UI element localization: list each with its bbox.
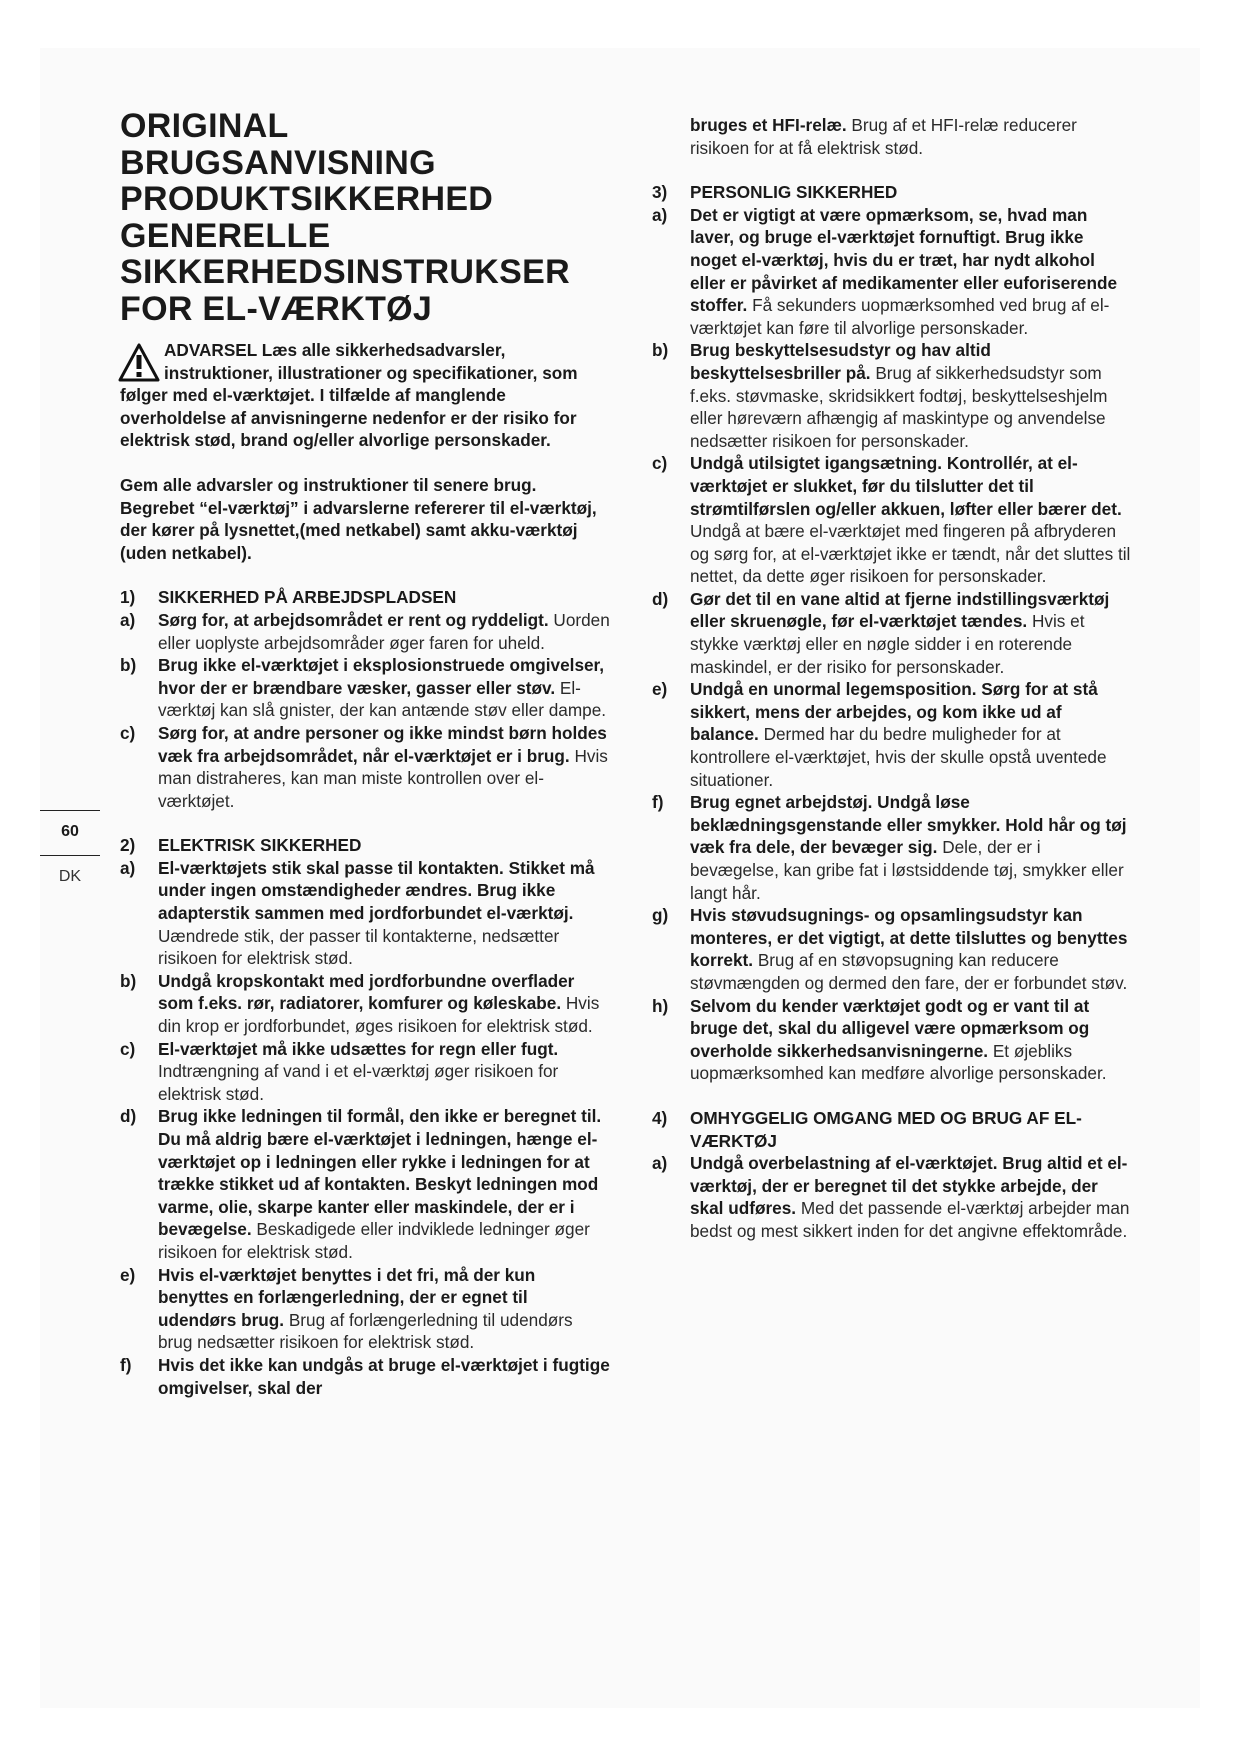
intro-keep: Gem alle advarsler og instruktioner til senere brug. [120, 474, 537, 495]
title-line: FOR EL-VÆRKTØJ [120, 289, 433, 328]
list-item: a) Undgå overbelastning af el-værktøjet. Brug altid et el-værktøj, der er beregnet til det stykke arbejde, der skal udføres. Med det passende el-værktøj arbejder man bedst og mest sikkert inden for det angivne effektområde. [652, 1153, 1130, 1241]
list-item: b) Brug ikke el-værktøjet i eksplosionstruede omgivelser, hvor der er brændbare væsker, gasser eller støv. El-værktøj kan slå gnister, der kan antænde støv eller dampe. [120, 655, 607, 721]
list-item: b) Brug beskyttelsesudstyr og hav altid beskyttelsesbriller på. Brug af sikkerhedsudstyr som f.eks. støvmaske, skridsikkert fodtøj, beskyttelseshjelm eller høreværn afhængig af maskintype og anvendelse nedsætter risikoen for personskader. [652, 340, 1108, 451]
section-heading: 2) ELEKTRISK SIKKERHED [120, 835, 362, 856]
warning-block [120, 339, 610, 452]
warning-text: ADVARSEL Læs alle sikkerhedsadvarsler, instruktioner, illustrationer og specifikationer, som følger med el-værktøjet. I tilfælde af manglende overholdelse af anvisningerne nedenfor er der risiko for elektrisk stød, brand og/eller alvorlige personskader. [120, 340, 578, 451]
list-item: f) Brug egnet arbejdstøj. Undgå løse beklædningsgenstande eller smykker. Hold hår og tøj væk fra dele, der bevæger sig. Dele, der er i bevægelse, kan gribe fat i løstsiddende tøj, smykker eller langt hår. [652, 792, 1127, 903]
list-item: a) El-værktøjets stik skal passe til kontakten. Stikket må under ingen omstændigheder ændres. Brug ikke adapterstik sammen med jordforbundet el-værktøj. Uændrede stik, der passer til kontakterne, nedsætter risikoen for elektrisk stød. [120, 857, 595, 969]
title-line: BRUGSANVISNING [120, 143, 436, 182]
left-column [120, 108, 610, 1399]
list-item: a) Sørg for, at arbejdsområdet er rent og ryddeligt. Uorden eller uoplyste arbejdsområder øger faren for uheld. [120, 609, 610, 653]
list-item: h) Selvom du kender værktøjet godt og er vant til at bruge det, skal du alligevel være opmærksom og overholde sikkerhedsanvisningerne. Et øjebliks uopmærksomhed kan medføre alvorlige personskader. [652, 995, 1107, 1084]
list-item-continued: bruges et HFI-relæ. Brug af et HFI-relæ reducerer risikoen for at få elektrisk stød. [690, 115, 1077, 158]
list-item: d) Brug ikke ledningen til formål, den ikke er beregnet til. Du må aldrig bære el-værktøjet i ledningen, hænge el-værktøjet op i ledningen eller rykke i ledningen for at trække stikket ud af kontakten. Beskyt ledningen mod varme, olie, skarpe kanter eller maskindele, der er i bevægelse. Beskadigede eller indviklede ledninger øger risikoen for elektrisk stød. [120, 1106, 602, 1262]
list-item: d) Gør det til en vane altid at fjerne indstillingsværktøj eller skruenøgle, før el-værktøjet tændes. Hvis et stykke værktøj eller en nøgle sidder i en roterende maskindel, er der risiko for personskader. [652, 588, 1110, 677]
margin-rule-top [40, 810, 100, 811]
list-item: a) Det er vigtigt at være opmærksom, se, hvad man laver, og bruge el-værktøjet fornuftigt. Brug ikke noget el-værktøj, hvis du er træt, har nydt alkohol eller er påvirket af medikamenter eller euforiserende stoffer. Få sekunders uopmærksomhed ved brug af el-værktøjet kan føre til alvorlige personskader. [652, 204, 1118, 338]
list-item: b) Undgå kropskontakt med jordforbundne overflader som f.eks. rør, radiatorer, komfurer og køleskabe. Hvis din krop er jordforbundet, øges risikoen for elektrisk stød. [120, 970, 600, 1037]
list-item: c) Sørg for, at andre personer og ikke mindst børn holdes væk fra arbejdsområdet, når el-værktøjet er i brug. Hvis man distraheres, kan man miste kontrollen over el-værktøjet. [120, 722, 608, 811]
title-line: SIKKERHEDSINSTRUKSER [120, 253, 570, 291]
section-heading: 1) SIKKERHED PÅ ARBEJDSPLADSEN [120, 587, 457, 608]
intro-definition: Begrebet “el-værktøj” i advarslerne refererer til el-værktøj, der kører på lysnettet,(med netkabel) samt akku-værktøj (uden netkabel). [120, 497, 597, 563]
list-item: e) Undgå en unormal legemsposition. Sørg for at stå sikkert, mens der arbejdes, og kom ikke ud af balance. Dermed har du bedre muligheder for at kontrollere el-værktøjet, hvis der skulle opstå uventede situationer. [652, 679, 1107, 790]
page-title [120, 108, 610, 327]
margin-rule-bottom [40, 855, 100, 856]
list-item: g) Hvis støvudsugnings- og opsamlingsudstyr kan monteres, er det vigtigt, at dette tilsluttes og benyttes korrekt. Brug af en støvopsugning kan reducere støvmængden og dermed den fare, der er forbundet støv. [652, 905, 1128, 993]
title-line: ORIGINAL [120, 107, 289, 145]
section-heading: 3) PERSONLIG SIKKERHED [652, 182, 898, 203]
page-number: 60 [61, 823, 79, 840]
title-line: PRODUKTSIKKERHED [120, 180, 494, 218]
list-item: e) Hvis el-værktøjet benyttes i det fri, må der kun benyttes en forlængerledning, der er egnet til udendørs brug. Brug af forlængerledning til udendørs brug nedsætter risikoen for elektrisk stød. [120, 1264, 573, 1353]
list-item: c) Undgå utilsigtet igangsætning. Kontrollér, at el-værktøjet er slukket, før du tilslutter det til strømtilførslen og/eller akkuen, løfter eller bærer det. Undgå at bære el-værktøjet med fingeren på afbryderen og sørg for, at el-værktøjet ikke er tændt, når det sluttes til nettet, da dette øger risikoen for personskader. [652, 453, 1131, 587]
list-item: f) Hvis det ikke kan undgås at bruge el-værktøjet i fugtige omgivelser, skal der [120, 1354, 610, 1398]
list-item: c) El-værktøjet må ikke udsættes for regn eller fugt. Indtrængning af vand i et el-værktøj øger risikoen for elektrisk stød. [120, 1038, 559, 1104]
title-line: GENERELLE [120, 216, 331, 255]
section-heading: 4) OMHYGGELIG OMGANG MED OG BRUG AF EL-VÆRKTØJ [652, 1107, 1082, 1151]
warning-triangle-icon [118, 343, 160, 383]
right-column [652, 114, 1132, 1243]
language-code: DK [58, 868, 82, 885]
